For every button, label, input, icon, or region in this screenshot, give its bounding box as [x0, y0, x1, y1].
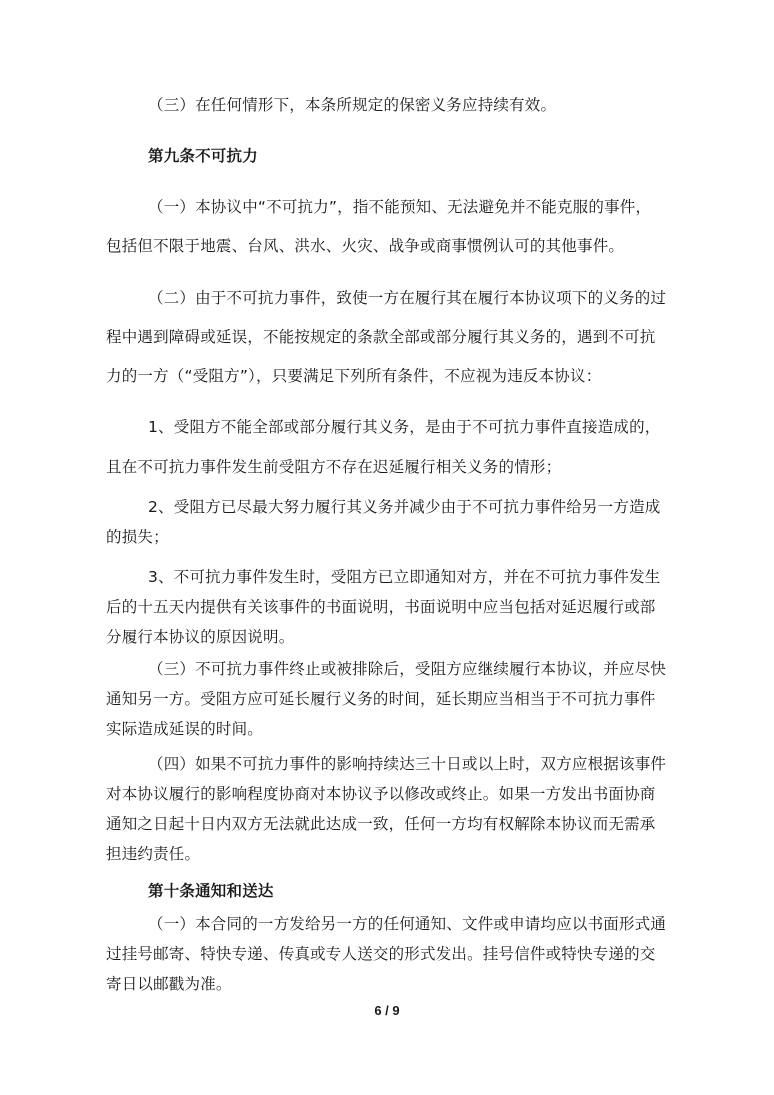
- text-line: 寄日以邮戳为准。: [106, 975, 232, 993]
- text-line: （三）在任何情形下，本条所规定的保密义务应持续有效。: [148, 96, 557, 114]
- section-heading: 第九条不可抗力: [148, 147, 258, 165]
- text-line: 通知之日起十日内双方无法就此达成一致，任何一方均有权解除本协议而无需承: [106, 815, 656, 833]
- text-line: 后的十五天内提供有关该事件的书面说明，书面说明中应当包括对延迟履行或部: [106, 598, 656, 616]
- text-line: 力的一方（“受阻方”），只要满足下列所有条件，不应视为违反本协议：: [106, 367, 602, 385]
- text-line: 的损失；: [106, 528, 169, 546]
- page-number: 6 / 9: [374, 1003, 400, 1018]
- text-line: 程中遇到障碍或延误，不能按规定的条款全部或部分履行其义务的，遇到不可抗: [106, 328, 656, 346]
- text-line: （一）本合同的一方发给另一方的任何通知、文件或申请均应以书面形式通: [148, 915, 667, 933]
- text-line: （二）由于不可抗力事件，致使一方在履行其在履行本协议项下的义务的过: [148, 289, 667, 307]
- text-line: 担违约责任。: [106, 845, 201, 863]
- text-line: 通知另一方。受阻方应可延长履行义务的时间，延长期应当相当于不可抗力事件: [106, 690, 656, 708]
- text-line: 过挂号邮寄、特快专递、传真或专人送交的形式发出。挂号信件或特快专递的交: [106, 945, 656, 963]
- text-line: 1、受阻方不能全部或部分履行其义务，是由于不可抗力事件直接造成的，: [148, 418, 661, 436]
- text-line: 分履行本协议的原因说明。: [106, 628, 295, 646]
- text-line: 包括但不限于地震、台风、洪水、火灾、战争或商事惯例认可的其他事件。: [106, 237, 625, 255]
- text-line: （三）不可抗力事件终止或被排除后，受阻方应继续履行本协议，并应尽快: [148, 660, 667, 678]
- section-heading: 第十条通知和送达: [148, 882, 274, 900]
- text-line: 实际造成延误的时间。: [106, 720, 264, 738]
- text-line: 且在不可抗力事件发生前受阻方不存在迟延履行相关义务的情形；: [106, 458, 562, 476]
- text-line: 对本协议履行的影响程度协商对本协议予以修改或终止。如果一方发出书面协商: [106, 785, 656, 803]
- text-line: 3、不可抗力事件发生时，受阻方已立即通知对方，并在不可抗力事件发生: [148, 568, 661, 586]
- text-line: （四）如果不可抗力事件的影响持续达三十日或以上时，双方应根据该事件: [148, 755, 667, 773]
- text-line: （一）本协议中“不可抗力”，指不能预知、无法避免并不能克服的事件，: [148, 198, 652, 216]
- text-line: 2、受阻方已尽最大努力履行其义务并减少由于不可抗力事件给另一方造成: [148, 498, 661, 516]
